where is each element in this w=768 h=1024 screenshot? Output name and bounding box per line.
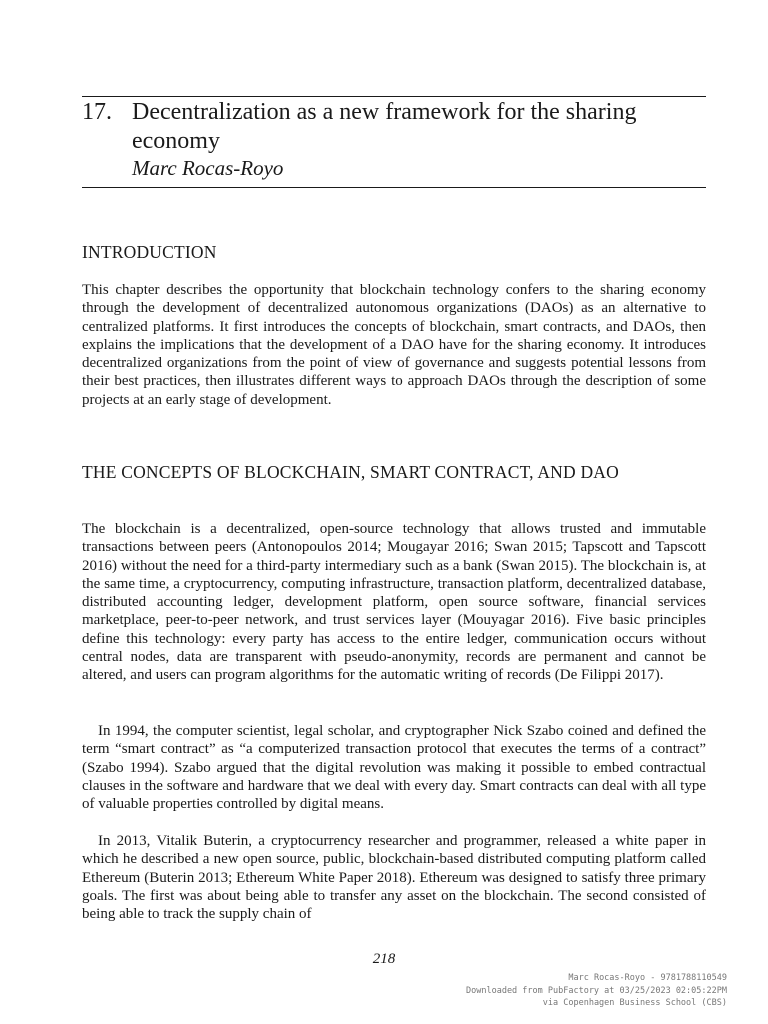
body-paragraph-blockchain: The blockchain is a decentralized, open-source technology that allows trusted and immutable transactions between peers (Antonopoulos 2014; Mougayar 2016; Swan 2015; Tapscott and Tapscott 2016) without the need for a third-party intermediary such as a bank (Swan 2015). The blockchain is, at the same time, a cryptocurrency, computing infrastructure, transaction platform, decentralized database, distributed accounting ledger, development platform, open source software, financial services marketplace, peer-to-peer network, and trust services layer (Mouyagar 2016). Five basic principles define this technology: every party has access to the entire ledger, communication occurs without central nodes, data are transparent with pseudo-anonymity, records are permanent and cannot be altered, and users can program algorithms for the automatic writing of records (De Filippi 2017). bbox=[82, 521, 706, 684]
chapter-author: Marc Rocas-Royo bbox=[132, 156, 284, 180]
download-watermark bbox=[466, 972, 727, 1010]
title-top-rule bbox=[82, 96, 706, 97]
title-bottom-rule bbox=[82, 187, 706, 188]
watermark-line: Downloaded from PubFactory at 03/25/2023 02:05:22PM bbox=[466, 985, 727, 996]
intro-paragraph: This chapter describes the opportunity that blockchain technology confers to the sharing economy through the development of decentralized autonomous organizations (DAOs) as an alternative to centralized platforms. It first introduces the concepts of blockchain, smart contracts, and DAOs, then explains the implications that the development of a DAO have for the sharing economy. It introduces decentralized organizations from the point of view of governance and suggests potential lessons from their best practices, then illustrates different ways to approach DAOs through the description of some projects at an early stage of development. bbox=[82, 282, 706, 408]
page-number: 218 bbox=[372, 951, 396, 967]
body-paragraph-ethereum: In 2013, Vitalik Buterin, a cryptocurrency researcher and programmer, released a white paper in which he described a new open source, public, blockchain-based distributed computing platform called Ethereum (Buterin 2013; Ethereum White Paper 2018). Ethereum was designed to satisfy three primary goals. The first was about being able to transfer any asset on the blockchain. The second consisted of being able to track the supply chain of bbox=[82, 833, 706, 923]
watermark-line: Marc Rocas-Royo - 9781788110549 bbox=[568, 973, 727, 983]
section-heading-introduction: INTRODUCTION bbox=[82, 242, 217, 262]
section-heading-concepts: THE CONCEPTS OF BLOCKCHAIN, SMART CONTRACT, AND DAO bbox=[82, 462, 619, 482]
chapter-number: 17. bbox=[82, 99, 112, 125]
watermark-line: via Copenhagen Business School (CBS) bbox=[542, 998, 727, 1008]
chapter-title: Decentralization as a new framework for the sharing economy bbox=[132, 99, 637, 154]
body-paragraph-smart-contract: In 1994, the computer scientist, legal scholar, and cryptographer Nick Szabo coined and defined the term “smart contract” as “a computerized transaction protocol that executes the terms of a contract” (Szabo 1994). Szabo argued that the digital revolution was making it possible to embed contractual clauses in the software and hardware that we deal with every day. Smart contracts can deal with all type of valuable properties controlled by digital means. bbox=[82, 723, 706, 813]
